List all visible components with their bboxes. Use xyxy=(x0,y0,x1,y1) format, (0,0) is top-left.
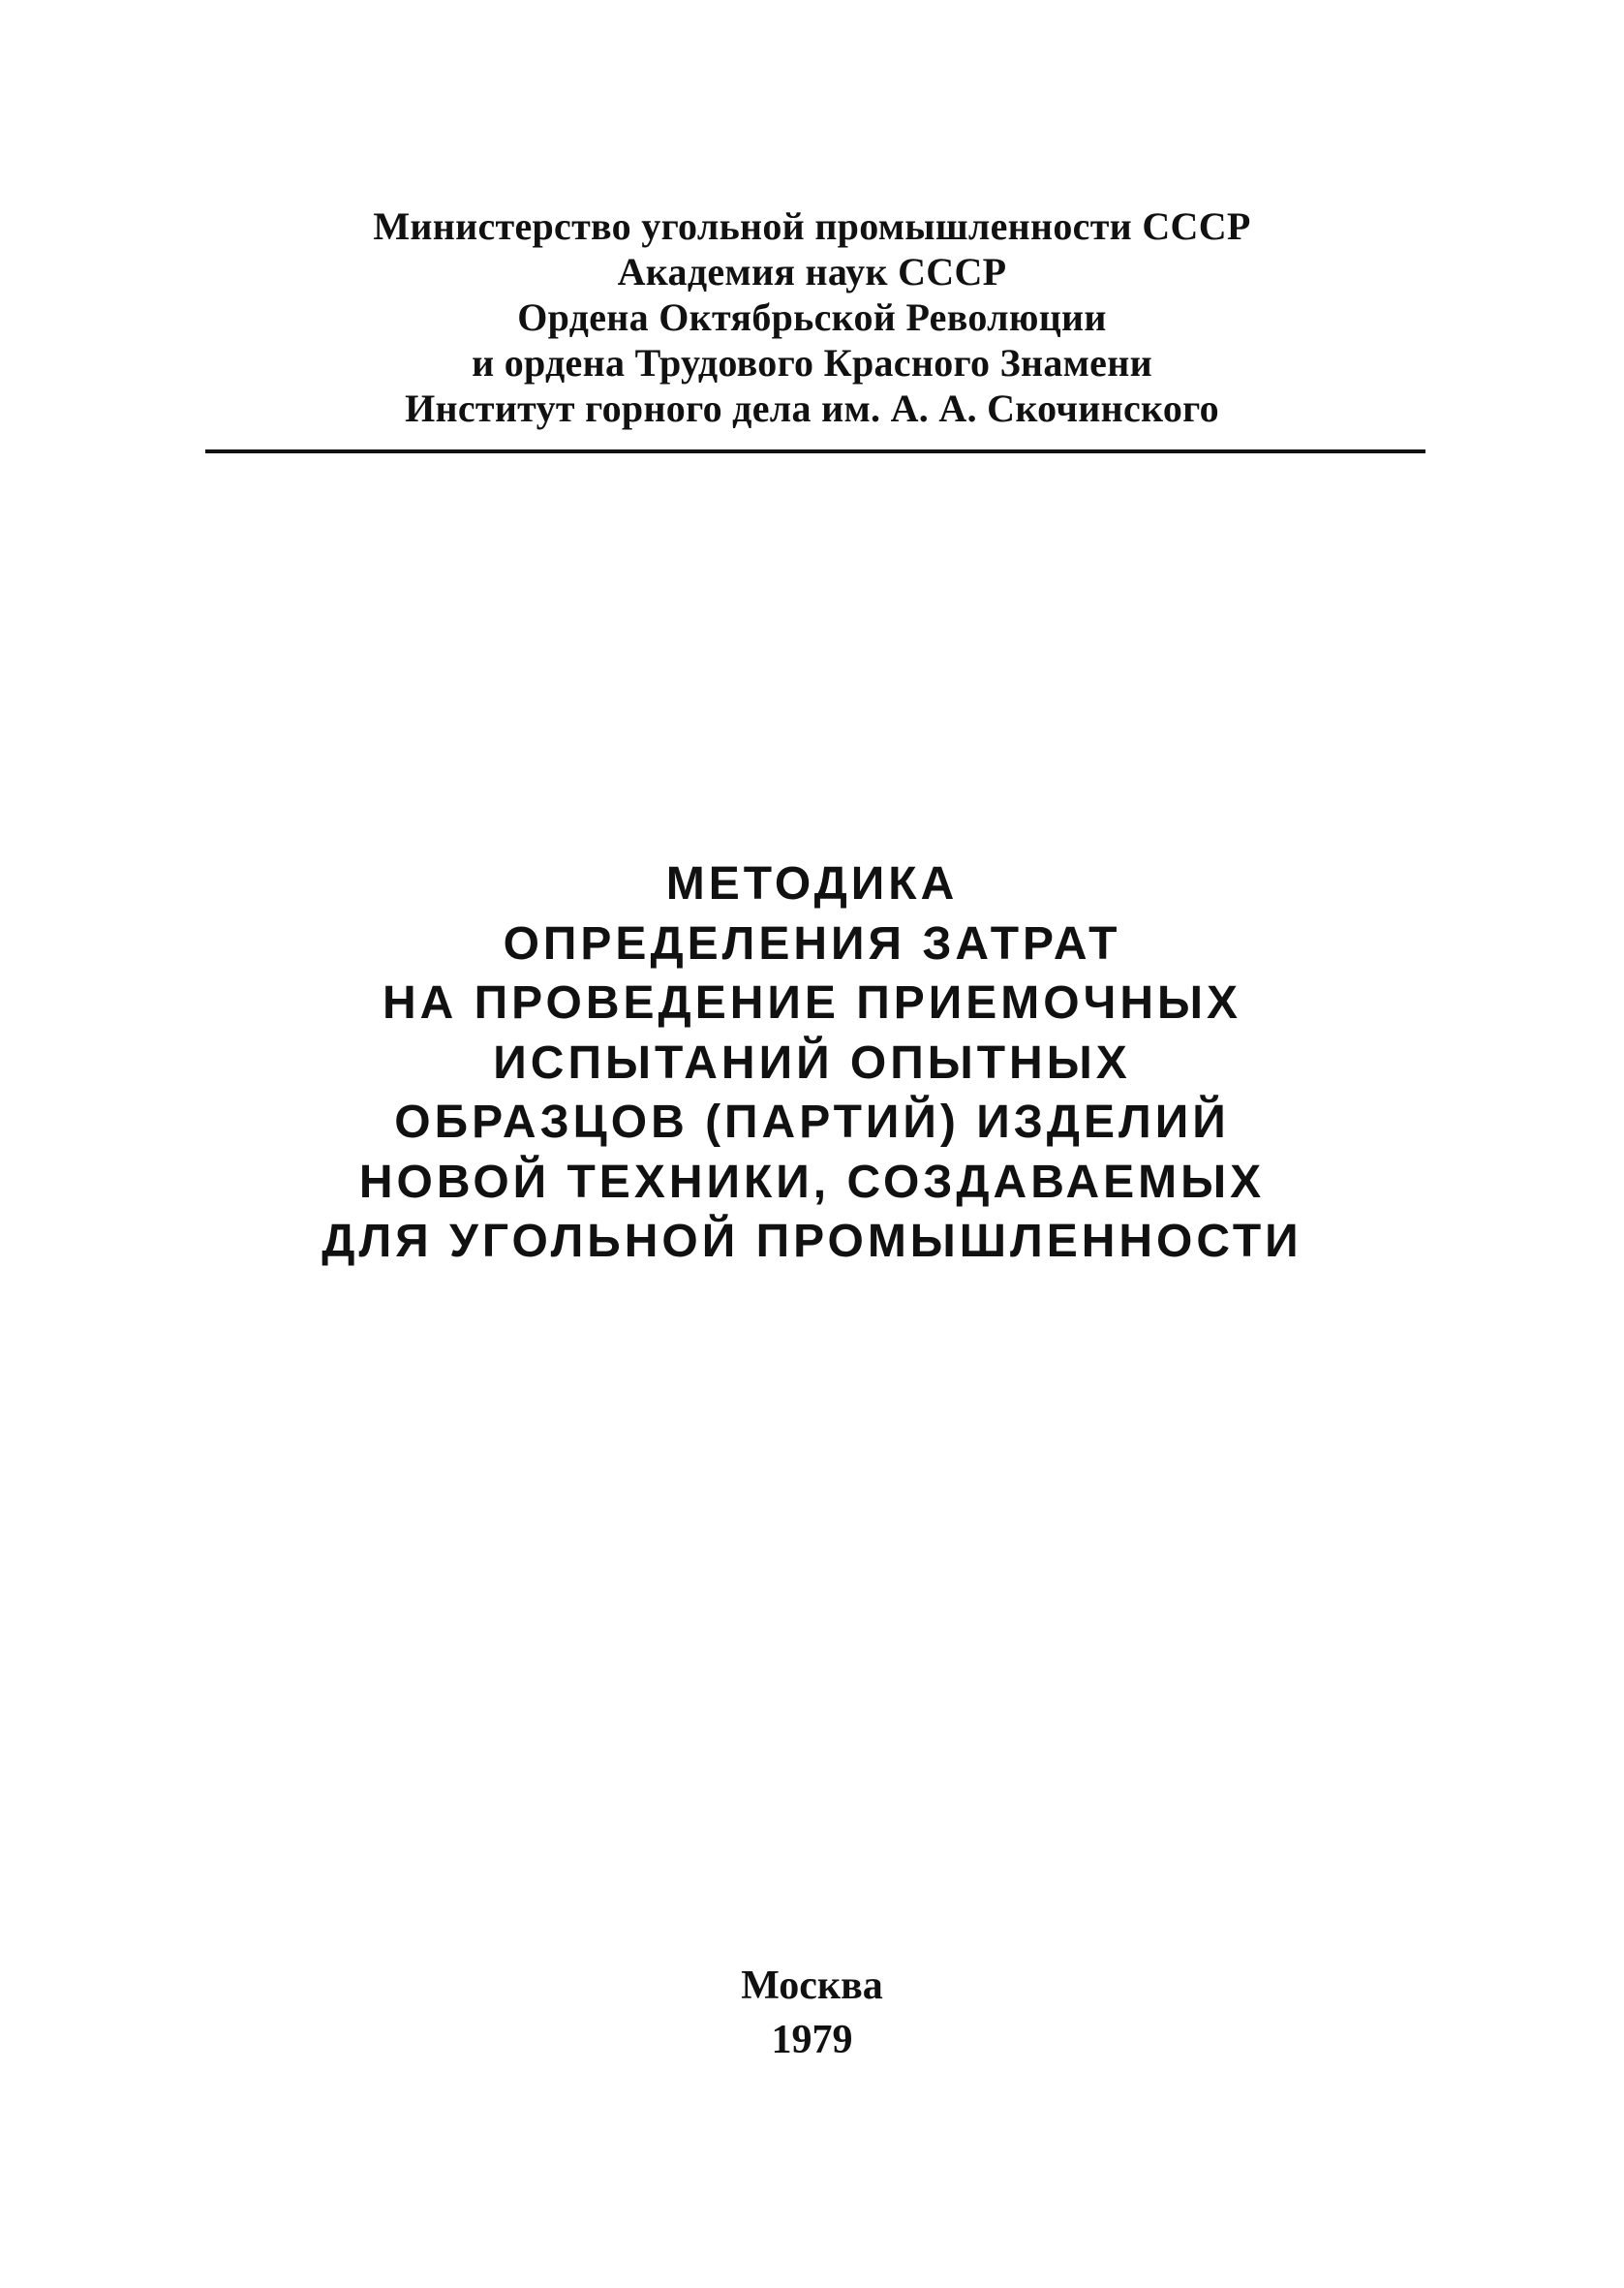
title-line-3: НА ПРОВЕДЕНИЕ ПРИЕМОЧНЫХ xyxy=(382,977,1242,1029)
ministry-line: Министерство угольной промышленности СССР xyxy=(373,204,1251,248)
title-line-7: ДЛЯ УГОЛЬНОЙ ПРОМЫШЛЕННОСТИ xyxy=(322,1216,1302,1267)
title-line-4: ИСПЫТАНИЙ ОПЫТНЫХ xyxy=(493,1036,1131,1089)
title-line-2: ОПРЕДЕЛЕНИЯ ЗАТРАТ xyxy=(503,917,1121,970)
title-line-1: МЕТОДИКА xyxy=(665,858,959,910)
imprint xyxy=(0,1959,1624,2067)
header-divider xyxy=(205,449,1425,453)
publication-year: 1979 xyxy=(771,2018,853,2062)
institute-line: Институт горного дела им. А. А. Скочинского xyxy=(405,386,1219,430)
document-title xyxy=(0,854,1624,1272)
order-red-banner-line: и ордена Трудового Красного Знамени xyxy=(472,341,1152,385)
issuing-organizations xyxy=(0,203,1624,431)
order-october-revolution-line: Ордена Октябрьской Революции xyxy=(517,295,1107,339)
publication-city: Москва xyxy=(741,1963,883,2008)
title-line-6: НОВОЙ ТЕХНИКИ, СОЗДАВАЕМЫХ xyxy=(358,1156,1266,1208)
title-line-5: ОБРАЗЦОВ (ПАРТИЙ) ИЗДЕЛИЙ xyxy=(394,1097,1230,1148)
academy-line: Академия наук СССР xyxy=(617,250,1007,294)
